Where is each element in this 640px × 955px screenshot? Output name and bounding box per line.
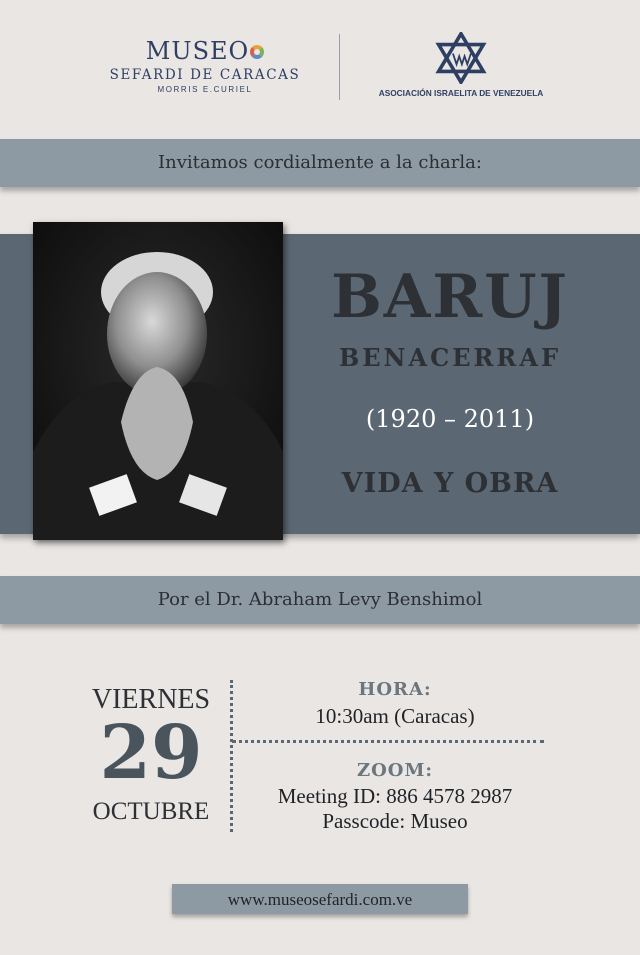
portrait-photo — [33, 222, 283, 540]
museo-sefardi-logo — [100, 38, 310, 94]
horizontal-dotted-divider — [232, 740, 544, 743]
portrait-illustration — [33, 222, 283, 540]
event-day: 29 — [99, 710, 203, 796]
museo-ring-icon — [250, 45, 264, 59]
website-banner — [172, 884, 468, 914]
aiv-logo — [372, 32, 550, 98]
speaker-banner — [0, 576, 640, 624]
zoom-passcode: Passcode: Museo — [322, 809, 468, 833]
honoree-first-name: BARUJ — [331, 262, 569, 332]
event-month: OCTUBRE — [92, 798, 210, 825]
hora-value: 10:30am (Caracas) — [315, 704, 475, 728]
star-of-david-icon — [434, 32, 488, 84]
zoom-label: ZOOM: — [356, 760, 434, 781]
talk-subtitle: VIDA Y OBRA — [341, 468, 559, 499]
museo-tagline: MORRIS E.CURIEL — [157, 85, 253, 94]
header-divider — [339, 34, 340, 100]
zoom-meeting-id: Meeting ID: 886 4578 2987 — [277, 784, 513, 808]
museo-title: MUSEO — [145, 37, 250, 65]
museo-subtitle: SEFARDI DE CARACAS — [109, 67, 301, 83]
vertical-dotted-divider — [230, 680, 233, 832]
event-weekday: VIERNES — [91, 684, 211, 715]
invitation-banner — [0, 139, 640, 187]
speaker-text: Por el Dr. Abraham Levy Benshimol — [157, 589, 483, 610]
honoree-last-name: BENACERRAF — [338, 343, 562, 372]
honoree-years: (1920 – 2011) — [365, 405, 535, 433]
aiv-name: ASOCIACIÓN ISRAELITA DE VENEZUELA — [378, 88, 544, 98]
invitation-text: Invitamos cordialmente a la charla: — [158, 152, 482, 173]
website-link[interactable]: www.museosefardi.com.ve — [227, 890, 413, 909]
hora-label: HORA: — [358, 679, 432, 700]
